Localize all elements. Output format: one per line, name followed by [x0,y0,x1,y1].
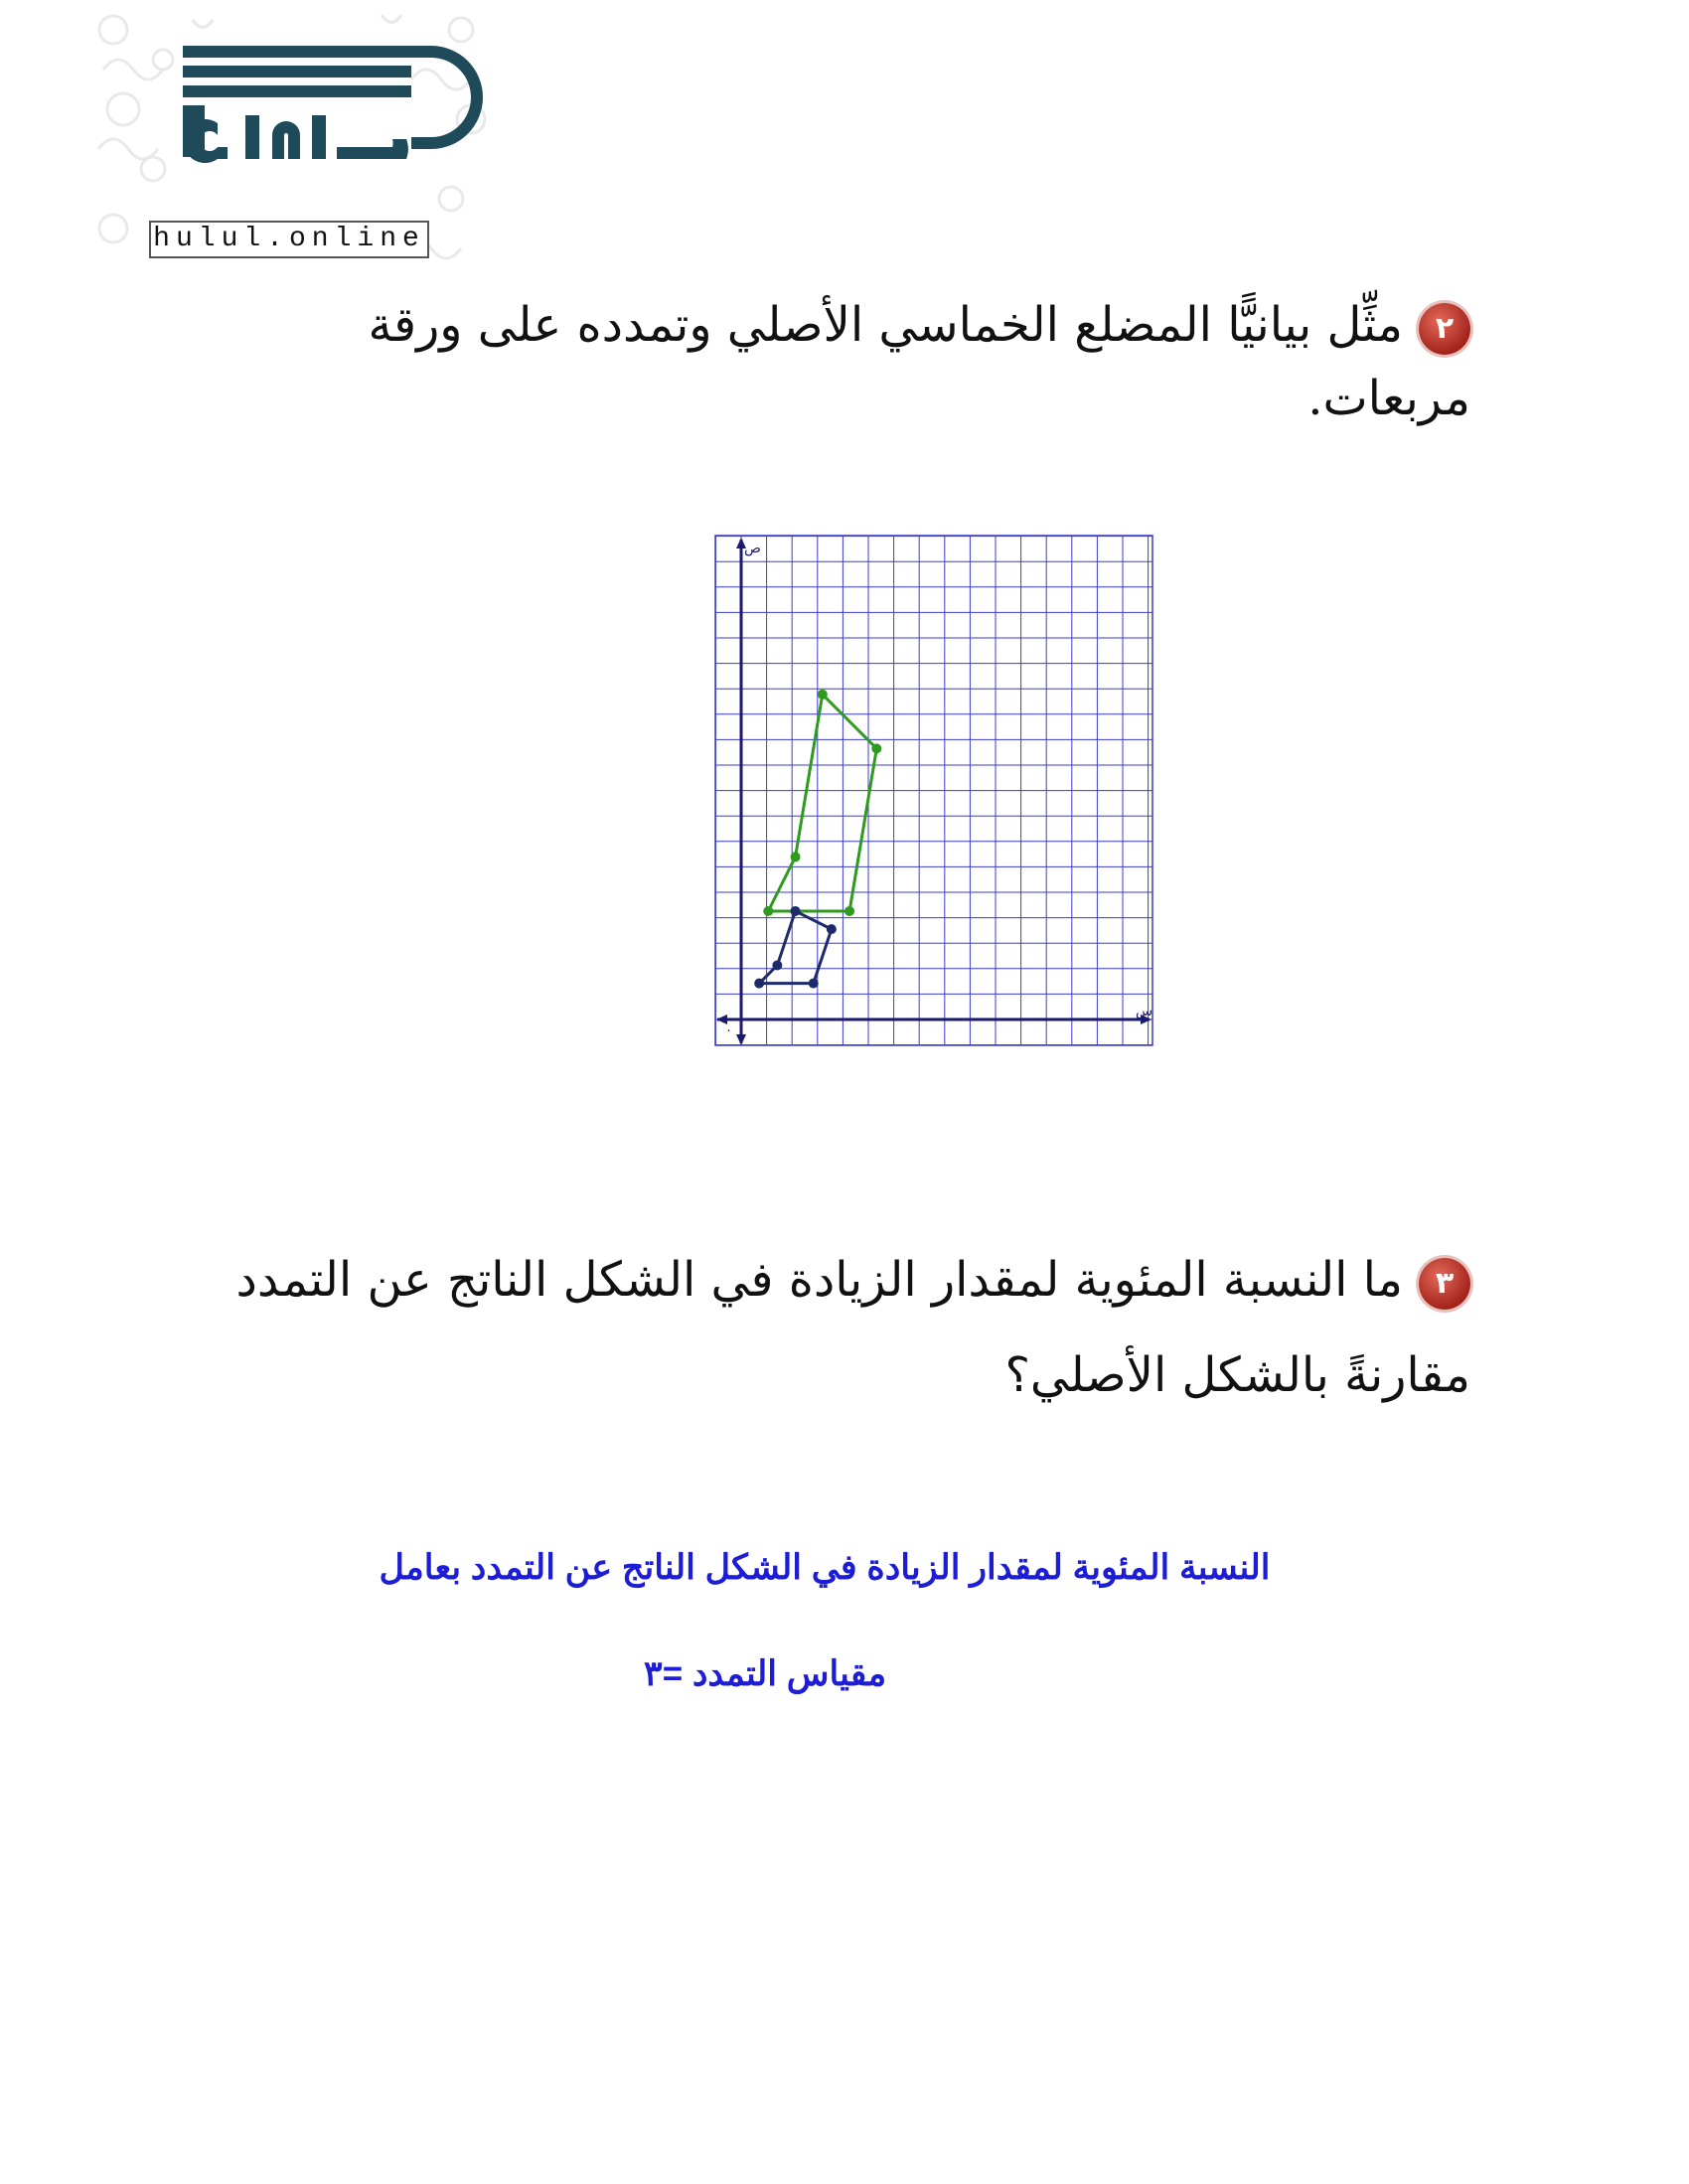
question-2-text: ما النسبة المئوية لمقدار الزيادة في الشكل الناتج عن التمدد مقارنةً بالشكل الأصلي؟ [235,1252,1470,1403]
answer-line-1: النسبة المئوية لمقدار الزيادة في الشكل الناتج عن التمدد بعامل [379,1548,1271,1587]
question-2 [219,1232,1470,1423]
logo-url-text: hulul.online [149,221,429,258]
logo [83,0,491,268]
dilated-pentagon-vertex [763,906,773,916]
y-axis-label: ص [744,541,761,556]
question-1-number-badge: ٢ [1419,303,1470,355]
dilated-pentagon-vertex [818,690,828,700]
dilated-pentagon-vertex [844,906,854,916]
original-pentagon-vertex [791,906,801,916]
origin-label: ٠ [725,1023,732,1038]
original-pentagon-vertex [754,979,764,989]
question-2-number-badge: ٣ [1419,1258,1470,1310]
logo-mark [178,40,486,199]
question-1-text: مثِّل بيانيًّا المضلع الخماسي الأصلي وتمدده على ورقة مربعات. [368,297,1470,426]
grid-lines [715,536,1152,1045]
answer-line-2: مقياس التمدد =٣ [643,1654,887,1693]
dilated-pentagon-vertex [791,852,801,861]
coordinate-grid-graph [714,535,1153,1046]
original-pentagon-vertex [772,960,782,970]
dilated-pentagon-vertex [871,743,881,753]
original-pentagon-vertex [827,924,837,934]
question-1 [298,288,1470,435]
original-pentagon-vertex [809,979,819,989]
x-axis-label: س [1136,1004,1153,1019]
